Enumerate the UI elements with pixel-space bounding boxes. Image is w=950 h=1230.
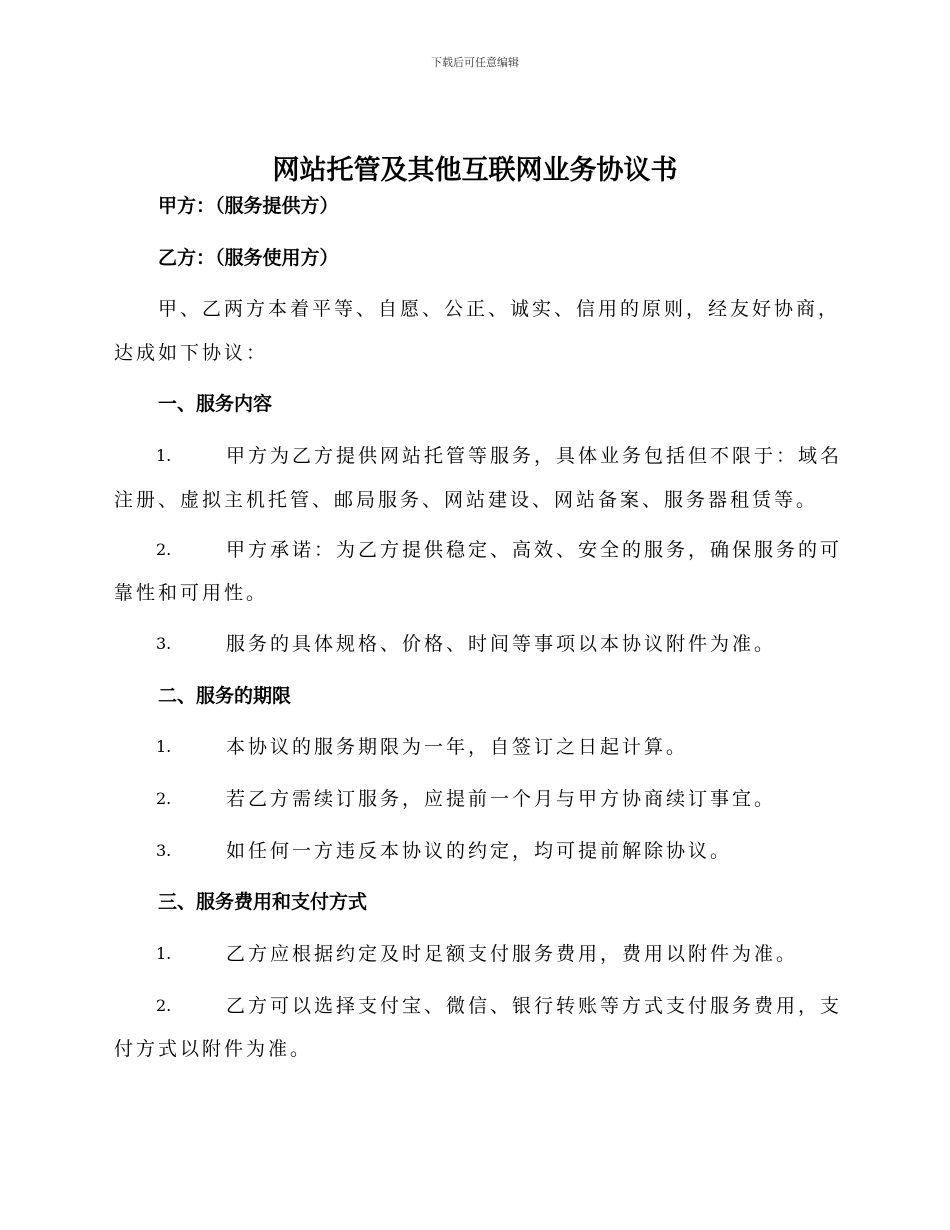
item-number: 1. [156,446,172,465]
item-number: 1. [156,944,172,963]
item-text: 乙方应根据约定及时足额支付服务费用，费用以附件为准。 [226,943,799,965]
item-text: 甲方为乙方提供网站托管等服务，具体业务包括但不限于：域名 [226,445,843,467]
item-text-continuation: 付方式以附件为准。 [114,1038,313,1060]
item-text: 服务的具体规格、价格、时间等事项以本协议附件为准。 [226,633,777,655]
section-heading-1: 一、服务内容 [158,393,273,415]
intro-paragraph-line-2: 达成如下协议： [114,342,269,364]
party-b: 乙方：（服务使用方） [158,247,339,269]
section-heading-3: 三、服务费用和支付方式 [158,891,368,913]
document-title: 网站托管及其他互联网业务协议书 [272,155,678,186]
party-a: 甲方：（服务提供方） [158,195,339,217]
item-number: 1. [156,737,172,756]
item-number: 2. [156,540,172,559]
item-number: 2. [156,996,172,1015]
item-number: 2. [156,789,172,808]
item-text: 甲方承诺：为乙方提供稳定、高效、安全的服务，确保服务的可 [226,539,843,561]
item-number: 3. [156,634,172,653]
item-text-continuation: 注册、虚拟主机托管、邮局服务、网站建设、网站备案、服务器租赁等。 [114,489,819,511]
item-text: 本协议的服务期限为一年，自签订之日起计算。 [226,736,689,758]
item-text: 如任何一方违反本协议的约定，均可提前解除协议。 [226,840,733,862]
item-text: 乙方可以选择支付宝、微信、银行转账等方式支付服务费用，支 [226,995,843,1017]
item-text: 若乙方需续订服务，应提前一个月与甲方协商续订事宜。 [226,788,777,810]
intro-paragraph-line-1: 甲、乙两方本着平等、自愿、公正、诚实、信用的原则，经友好协商， [158,298,841,320]
header-note: 下载后可任意编辑 [431,56,519,69]
item-text-continuation: 靠性和可用性。 [114,582,269,604]
section-heading-2: 二、服务的期限 [158,685,292,707]
item-number: 3. [156,841,172,860]
